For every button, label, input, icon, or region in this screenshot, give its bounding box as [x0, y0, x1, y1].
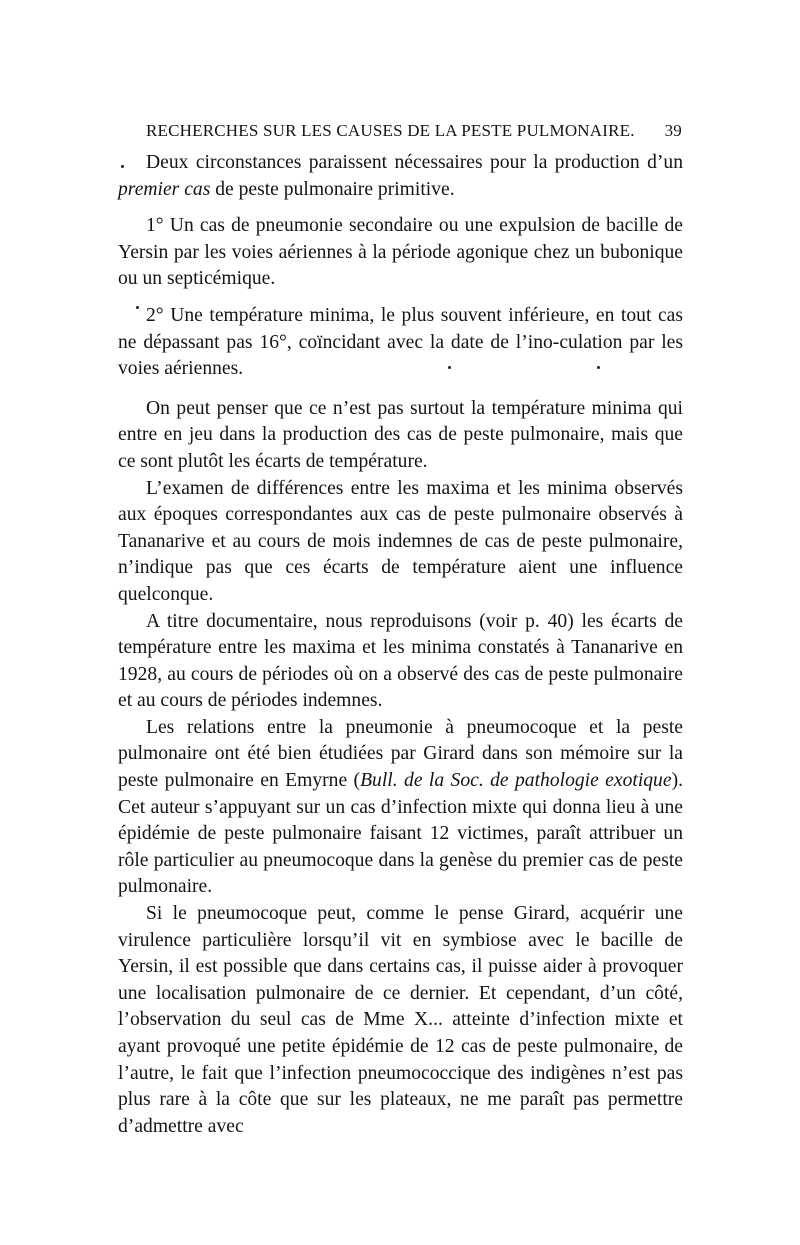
- paragraph-pneumococcus-relations: [118, 715, 683, 901]
- print-speck: [136, 306, 139, 309]
- paragraph-condition-1: [118, 213, 683, 293]
- running-title: RECHERCHES SUR LES CAUSES DE LA PESTE PULMONAIRE.: [146, 121, 635, 140]
- paragraph-conditions-intro: [118, 150, 683, 203]
- paragraph-documentary: [118, 609, 683, 715]
- print-speck: [121, 165, 124, 168]
- text-segment: L’examen de différences entre les maxima et les minima observés aux époques correspondantes aux cas de peste pulmonaire observés à Tananarive et au cours de mois indemnes de cas de peste pulmonaire, n’indique pas que ces écarts de température aient une influence quelconque.: [118, 477, 683, 605]
- paragraph-temperature-gaps: [118, 396, 683, 476]
- text-segment: de peste pulmonaire primitive.: [210, 178, 455, 200]
- paragraph-condition-2: [118, 303, 683, 383]
- text-segment: 1° Un cas de pneumonie secondaire ou une expulsion de bacille de Yersin par les voies aériennes à la période agonique chez un bubonique ou un septicémique.: [118, 215, 683, 290]
- body-text: [118, 150, 683, 1140]
- text-segment: Deux circonstances paraissent nécessaires pour la production d’un: [146, 152, 683, 173]
- running-head: [146, 121, 682, 145]
- text-segment: Si le pneumocoque peut, comme le pense Girard, acquérir une virulence particulière lorsqu’il vit en symbiose avec le bacille de Yersin, il est possible que dans certains cas, il puisse aider à provoquer une localisation pulmonaire de ce dernier. Et cependant, d’un côté, l’observation du seul cas de Mme X... atteinte d’infection mixte et ayant provoqué une petite épidémie de 12 cas de peste pulmonaire, de l’autre, le fait que l’infection pneumococcique des indigènes n’est pas plus rare à la côte que sur les plateaux, ne me paraît pas permettre d’admettre avec: [118, 903, 683, 1137]
- text-segment: 2° Une température minima, le plus souvent inférieure, en tout cas ne dépassant pas 16°, coïncidant avec la date de l’ino-culation par les voies aériennes.: [118, 304, 683, 380]
- paragraph-girard-hypothesis: [118, 901, 683, 1140]
- text-segment: Les relations entre la pneumonie à pneumocoque et la peste pulmonaire ont été bien étudiées par Girard dans son mémoire sur la peste pulmonaire en Emyrne (: [118, 716, 683, 792]
- text-segment: ). Cet auteur s’appuyant sur un cas d’infection mixte qui donna lieu à une épidémie de peste pulmonaire faisant 12 victimes, paraît attribuer un rôle particulier au pneumocoque dans la genèse du premier cas de peste pulmonaire.: [118, 770, 683, 898]
- text-segment: A titre documentaire, nous reproduisons (voir p. 40) les écarts de température entre les maxima et les minima constatés à Tananarive en 1928, au cours de périodes où on a observé des cas de peste pulmonaire et au cours de périodes indemnes.: [118, 610, 683, 712]
- paragraph-maxima-minima: [118, 476, 683, 609]
- print-speck: [597, 366, 600, 369]
- italic-text-segment: premier cas: [118, 178, 211, 200]
- print-speck: [448, 366, 451, 369]
- italic-text-segment: Bull. de la Soc. de pathologie exotique: [360, 770, 672, 792]
- page-number: 39: [664, 121, 682, 140]
- text-segment: On peut penser que ce n’est pas surtout la température minima qui entre en jeu dans la production des cas de peste pulmonaire, mais que ce sont plutôt les écarts de température.: [118, 397, 683, 472]
